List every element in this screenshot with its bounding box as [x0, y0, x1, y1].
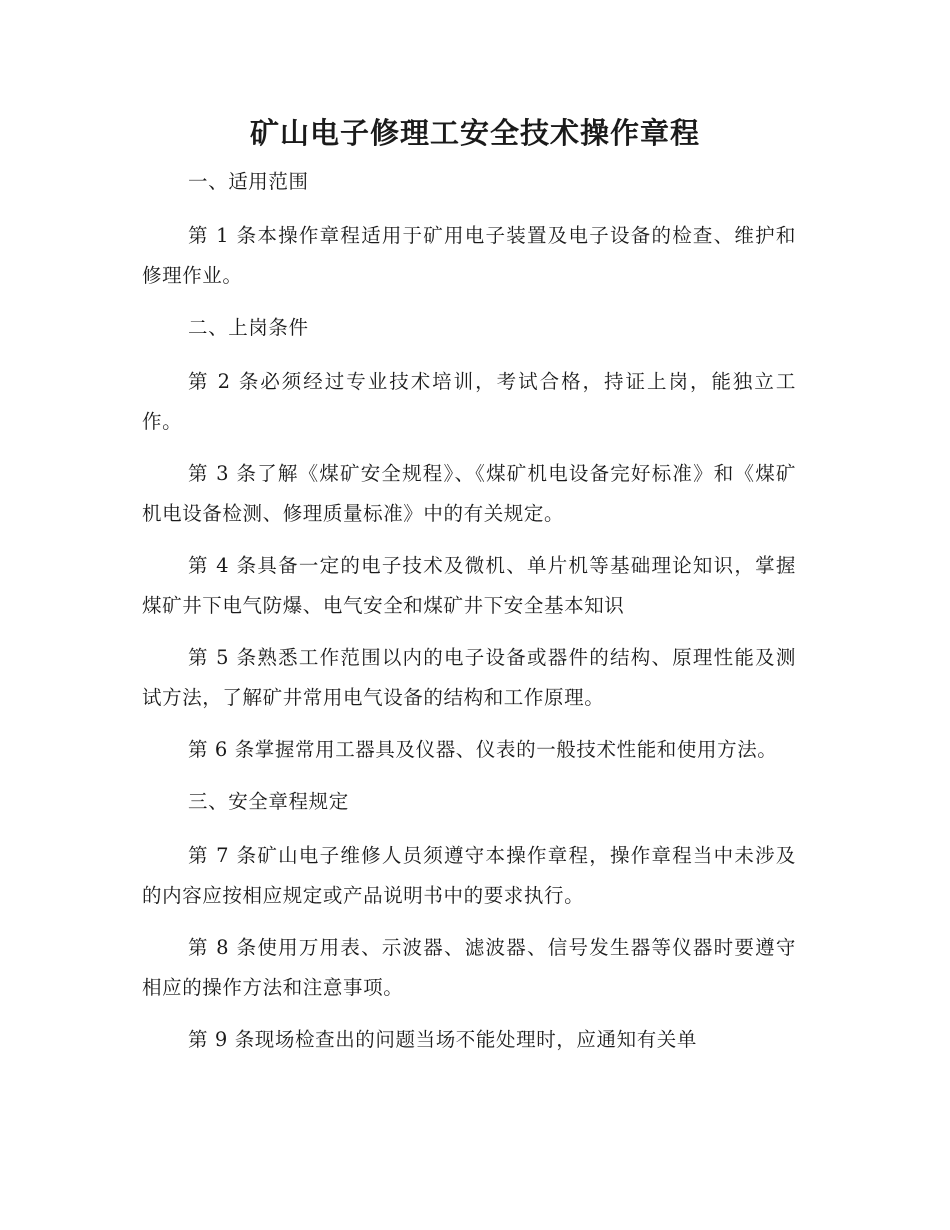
article-paragraph: 第 1 条本操作章程适用于矿用电子装置及电子设备的检查、维护和修理作业。 [142, 224, 796, 287]
article-paragraph: 第 8 条使用万用表、示波器、滤波器、信号发生器等仪器时要遵守相应的操作方法和注意事项。 [142, 936, 796, 999]
article-paragraph: 第 9 条现场检查出的问题当场不能处理时，应通知有关单 [188, 1028, 698, 1051]
section-heading: 一、适用范围 [188, 170, 309, 193]
article-paragraph: 第 6 条掌握常用工器具及仪器、仪表的一般技术性能和使用方法。 [188, 738, 778, 761]
article-paragraph: 第 4 条具备一定的电子技术及微机、单片机等基础理论知识，掌握煤矿井下电气防爆、电气安全和煤矿井下安全基本知识 [142, 554, 796, 617]
article-paragraph: 第 2 条必须经过专业技术培训，考试合格，持证上岗，能独立工作。 [142, 370, 796, 433]
document-title: 矿山电子修理工安全技术操作章程 [249, 116, 700, 150]
document-body [142, 162, 796, 1072]
section-heading: 二、上岗条件 [188, 316, 309, 339]
article-paragraph: 第 3 条了解《煤矿安全规程》、《煤矿机电设备完好标准》和《煤矿机电设备检测、修理质量标准》中的有关规定。 [142, 462, 796, 525]
section-heading: 三、安全章程规定 [188, 790, 349, 813]
article-paragraph: 第 7 条矿山电子维修人员须遵守本操作章程，操作章程当中未涉及的内容应按相应规定或产品说明书中的要求执行。 [142, 844, 796, 907]
article-paragraph: 第 5 条熟悉工作范围以内的电子设备或器件的结构、原理性能及测试方法，了解矿井常用电气设备的结构和工作原理。 [142, 646, 796, 709]
